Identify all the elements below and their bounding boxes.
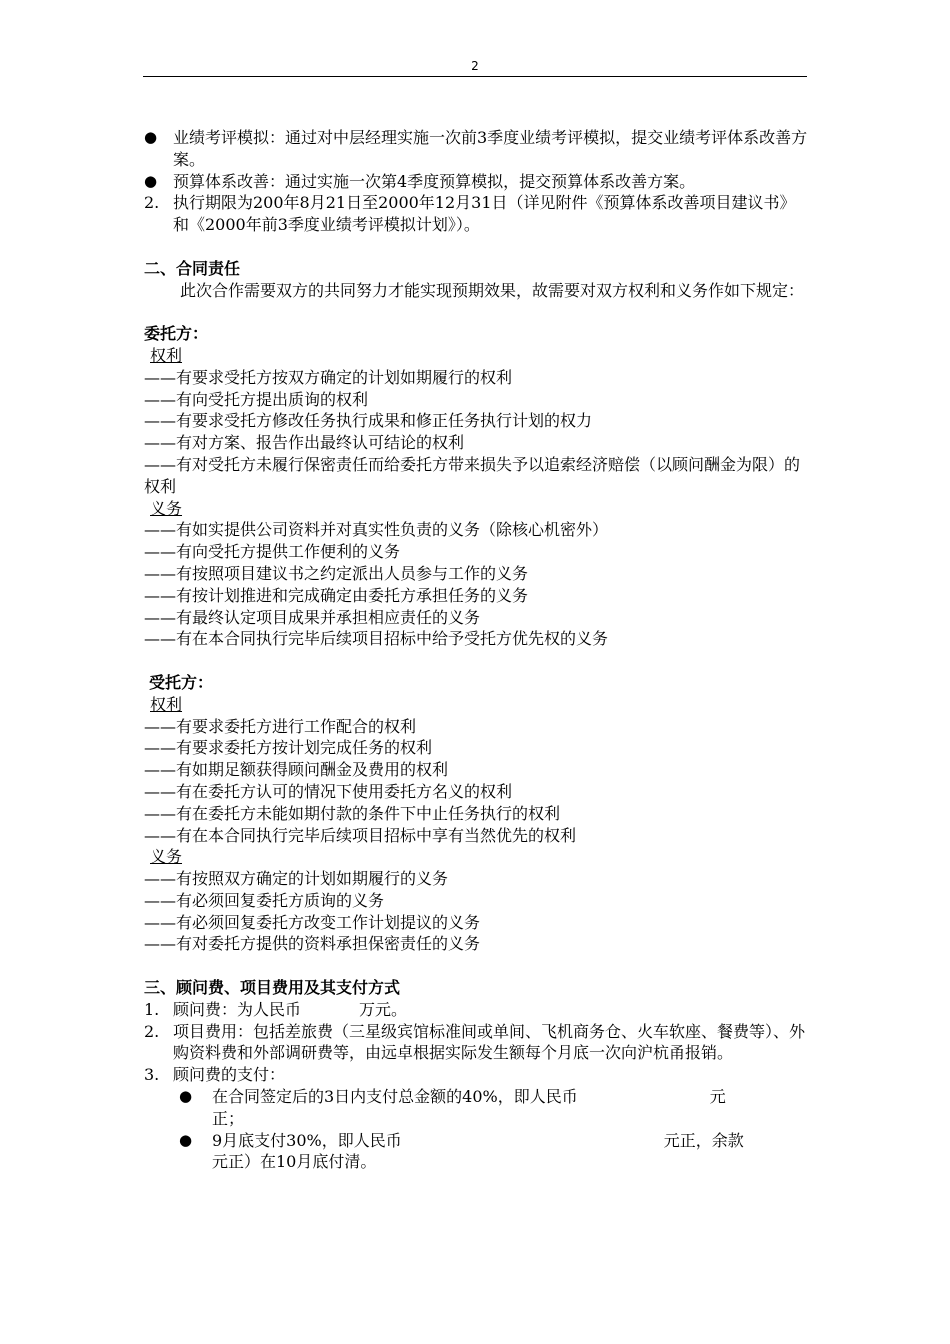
item-text: 项目费用：包括差旅费（三星级宾馆标准间或单间、飞机商务仓、火车软座、餐费等）、外购资料费和外部调研费等，由远卓根据实际发生额每个月底一次向沪杭甬报销。 xyxy=(173,1021,806,1063)
payment-text-unit: 元正，余款 xyxy=(663,1130,744,1150)
clause-line: ——有最终认定项目成果并承担相应责任的义务 xyxy=(144,607,481,627)
duties-label: 义务 xyxy=(150,498,183,518)
clause-line: ——有在本合同执行完毕后续项目招标中给予受托方优先权的义务 xyxy=(144,629,609,649)
payment-text-tail: 正； xyxy=(212,1108,245,1128)
bullet-marker: ● xyxy=(179,1130,193,1149)
clause-line: ——有在委托方未能如期付款的条件下中止任务执行的权利 xyxy=(144,803,561,823)
section-intro: 此次合作需要双方的共同努力才能实现预期效果，故需要对双方权利和义务作如下规定： xyxy=(180,280,805,300)
numbered-item xyxy=(144,1064,808,1086)
bullet-marker: ● xyxy=(179,1087,193,1106)
bullet-text: 业绩考评模拟：通过对中层经理实施一次前3季度业绩考评模拟，提交业绩考评体系改善方案。 xyxy=(173,128,808,169)
payment-text: 9月底支付30%，即人民币 xyxy=(212,1130,402,1150)
item-number: 1. xyxy=(144,999,160,1019)
clause-line: ——有向受托方提出质询的权利 xyxy=(144,389,369,409)
clause-line: ——有必须回复委托方改变工作计划提议的义务 xyxy=(144,912,481,932)
payment-text-tail: 元正）在10月底付清。 xyxy=(212,1152,377,1172)
clause-line: ——有要求受托方按双方确定的计划如期履行的权利 xyxy=(144,367,513,387)
header-rule xyxy=(143,76,807,77)
clause-line: ——有如期足额获得顾问酬金及费用的权利 xyxy=(144,760,449,780)
clause-line: ——有对方案、报告作出最终认可结论的权利 xyxy=(144,433,465,453)
clause-line: ——有要求委托方进行工作配合的权利 xyxy=(144,716,417,736)
clause-line: ——有对受托方未履行保密责任而给委托方带来损失予以追索经济赔偿（以顾问酬金为限）的权利 xyxy=(144,454,801,496)
item-number: 2. xyxy=(144,1021,160,1041)
clause-line: ——有如实提供公司资料并对真实性负责的义务（除核心机密外） xyxy=(144,520,609,540)
clause-line: ——有按照项目建议书之约定派出人员参与工作的义务 xyxy=(144,563,529,583)
section-heading: 三、顾问费、项目费用及其支付方式 xyxy=(144,978,401,998)
item-text-suffix: 万元。 xyxy=(359,999,408,1019)
numbered-item xyxy=(144,1021,808,1065)
bullet-marker: ● xyxy=(144,171,158,190)
clause-line: ——有必须回复委托方质询的义务 xyxy=(144,890,385,910)
principal-title: 委托方： xyxy=(144,324,209,344)
payment-item xyxy=(144,1130,808,1174)
rights-label: 权利 xyxy=(150,694,183,714)
payment-text: 在合同签定后的3日内支付总金额的40%，即人民币 xyxy=(212,1087,578,1107)
item-number: 3. xyxy=(144,1065,160,1085)
duties-label: 义务 xyxy=(150,847,183,867)
page-number: 2 xyxy=(471,59,479,73)
item-text: 执行期限为200年8月21日至2000年12月31日（详见附件《预算体系改善项目建议书》和《2000年前3季度业绩考评模拟计划》）。 xyxy=(173,193,796,235)
clause-line: ——有要求受托方修改任务执行成果和修正任务执行计划的权力 xyxy=(144,411,593,431)
payment-item xyxy=(144,1086,808,1130)
numbered-item xyxy=(144,192,808,236)
agent-title: 受托方： xyxy=(149,672,214,692)
item-text: 顾问费：为人民币 xyxy=(173,999,302,1019)
document-body xyxy=(144,127,808,1173)
item-text: 顾问费的支付： xyxy=(173,1065,286,1085)
clause-line: ——有向受托方提供工作便利的义务 xyxy=(144,542,401,562)
payment-text-unit: 元 xyxy=(709,1087,726,1107)
bullet-item xyxy=(144,127,808,171)
clause-line: ——有要求委托方按计划完成任务的权利 xyxy=(144,738,433,758)
clause-line: ——有按照双方确定的计划如期履行的义务 xyxy=(144,869,449,889)
clause-line: ——有在本合同执行完毕后续项目招标中享有当然优先的权利 xyxy=(144,825,577,845)
section-heading: 二、合同责任 xyxy=(144,258,241,278)
rights-label: 权利 xyxy=(150,345,183,365)
clause-line: ——有在委托方认可的情况下使用委托方名义的权利 xyxy=(144,781,513,801)
clause-line: ——有对委托方提供的资料承担保密责任的义务 xyxy=(144,934,481,954)
bullet-text: 预算体系改善：通过实施一次第4季度预算模拟，提交预算体系改善方案。 xyxy=(173,171,696,191)
bullet-item xyxy=(144,171,808,193)
bullet-marker: ● xyxy=(144,128,158,146)
numbered-item xyxy=(144,999,808,1021)
item-number: 2. xyxy=(144,193,160,213)
clause-line: ——有按计划推进和完成确定由委托方承担任务的义务 xyxy=(144,585,529,605)
